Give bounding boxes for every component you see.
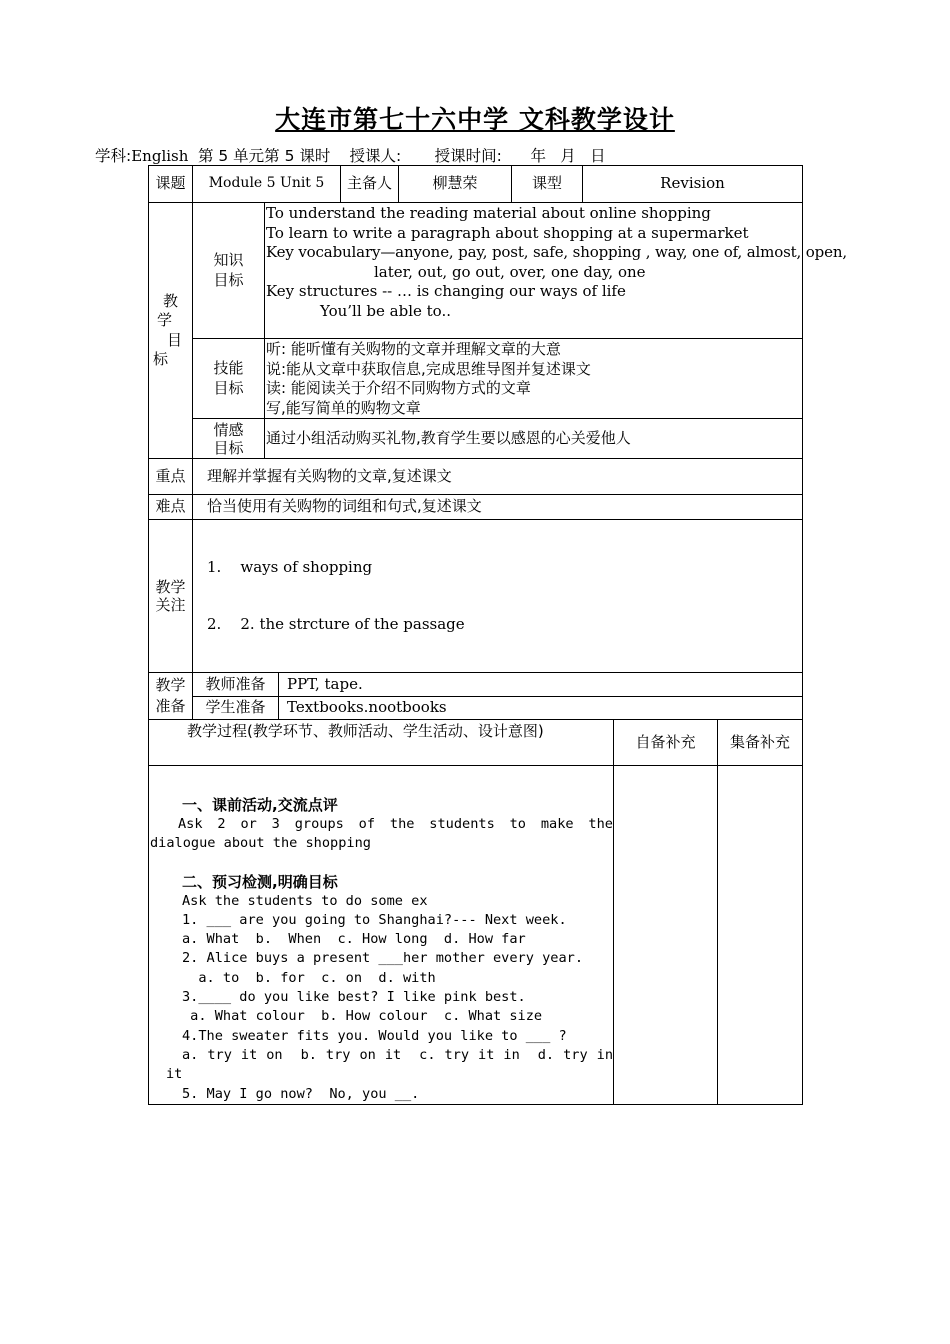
section1-line1: Ask 2 or 3 groups of the students to make the [178,816,613,832]
subject-value: English [131,147,189,165]
prep-table [148,672,803,720]
topic-label: 课题 [149,166,193,203]
exercise-line: 4.The sweater fits you. Would you like to ___ ? [182,1027,567,1044]
preparer-label: 主备人 [341,166,399,203]
exercise-line: a. What b. When c. How long d. How far [182,931,526,948]
section1-line2: dialogue about the shopping [150,835,371,852]
group-supplement-header: 集备补充 [718,720,803,766]
group-supplement-cell[interactable] [718,766,803,1105]
difficult-points-label: 难点 [149,495,193,520]
section2-title: 二、预习检测,明确目标 [182,872,338,891]
exercise-line: 2. Alice buys a present ___her mother every year. [182,950,584,967]
topic-value: Module 5 Unit 5 [193,166,341,203]
self-supplement-cell[interactable] [614,766,718,1105]
knowledge-objective-text: To understand the reading material about online shopping To learn to write a paragraph about shopping at a supermarket Key vocabulary—anyone, pay, post, safe, shopping , way, one of, almost, open, later, out, go out, over, one day, one Key structures -- … is changing our ways of life You’ll be able to.. [265,203,803,339]
unit-lesson: 第 5 单元第 5 课时 [197,147,331,165]
self-supplement-header: 自备补充 [614,720,718,766]
key-points-label: 重点 [149,459,193,495]
emotion-objective-text: 通过小组活动购买礼物,教育学生要以感恩的心关爱他人 [265,419,803,459]
teacher-prep-value: PPT, tape. [279,673,803,697]
section1-title: 一、课前活动,交流点评 [182,796,338,814]
teacher-label: 授课人: [349,147,402,165]
process-table [148,719,803,1105]
knowledge-objective-label: 知识 目标 [193,203,265,339]
focus-items: 1. ways of shopping 2. 2. the strcture of the passage [193,520,803,673]
process-header: 教学过程(教学环节、教师活动、学生活动、设计意图) [149,720,614,766]
lesson-info-line [95,144,606,166]
day-label: 日 [590,147,606,165]
type-label: 课型 [512,166,583,203]
skill-objective-text: 听: 能听懂有关购物的文章并理解文章的大意 说:能从文章中获取信息,完成思维导图并复述课文 读: 能阅读关于介绍不同购物方式的文章 写,能写简单的购物文章 [265,339,803,419]
month-label: 月 [560,147,576,165]
exercise-line: a. to b. for c. on d. with [182,969,436,986]
subject-label: 学科: [95,147,132,165]
exercise-line: 5. May I go now? No, you __. [182,1085,420,1102]
objectives-table [148,202,847,459]
exercise-line: a. What colour b. How colour c. What size [182,1008,543,1025]
student-prep-label: 学生准备 [193,697,279,720]
student-prep-value: Textbooks.nootbooks [279,697,803,720]
exercise-line: a. try it on b. try on it c. try it in d. try in [182,1046,613,1063]
lesson-plan-grid [148,165,847,1105]
prep-label: 教学 准备 [149,673,193,720]
key-points-text: 理解并掌握有关购物的文章,复述课文 [193,459,803,495]
points-table [148,458,803,673]
exercise-line: 3.____ do you like best? I like pink best. [182,989,526,1006]
preparer-value: 柳慧荣 [399,166,512,203]
year-label: 年 [530,147,546,165]
type-value: Revision [583,166,803,203]
teacher-prep-label: 教师准备 [193,673,279,697]
exercise-line: 1. ___ are you going to Shanghai?--- Next week. [182,911,567,928]
emotion-objective-label: 情感 目标 [193,419,265,459]
exercise-line: it [166,1066,183,1083]
page-title: 大连市第七十六中学 文科教学设计 [275,105,675,134]
focus-label: 教学 关注 [149,520,193,673]
skill-objective-label: 技能 目标 [193,339,265,419]
header-row-table [148,165,803,203]
difficult-points-text: 恰当使用有关购物的词组和句式,复述课文 [193,495,803,520]
process-content [149,766,614,1105]
objectives-label: 教 学 目 标 [149,203,193,459]
exercise-line: Ask the students to do some ex [182,892,428,909]
time-label: 授课时间: [434,147,502,165]
